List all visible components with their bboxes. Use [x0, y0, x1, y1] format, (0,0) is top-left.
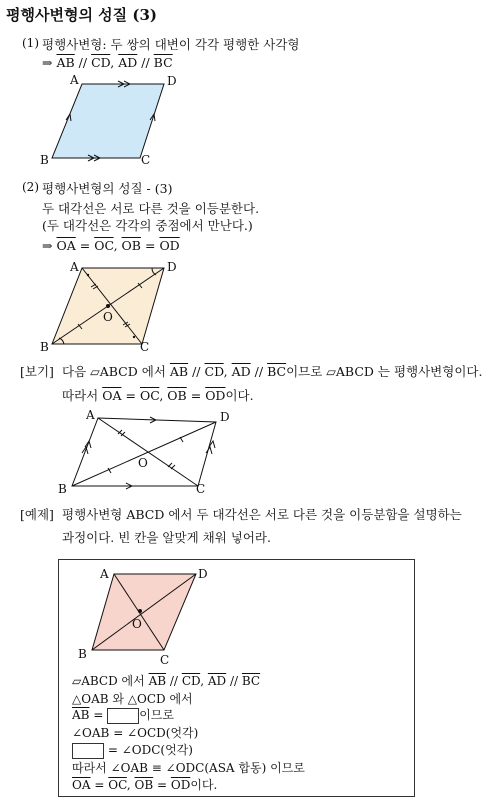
section-2-heading: 평행사변형의 성질 - (3) — [42, 181, 173, 196]
bogi-label: [보기] — [20, 364, 54, 379]
vertex-label-b: B — [40, 153, 49, 167]
section-1-number: (1) — [22, 36, 39, 50]
vertex-label-b: B — [58, 482, 67, 496]
section-1-formula: ⇒ $\overline{AB} // \overline{CD}$, $\overline{AD} // \overline{BC}$ — [42, 55, 173, 70]
parallelogram-shape — [52, 84, 164, 158]
section-1-definition: 평행사변형: 두 쌍의 대변이 각각 평행한 사각형 — [42, 37, 300, 52]
center-label-o: O — [103, 310, 113, 324]
proof-line-3: $\overline{AB}$ = 이므로 — [72, 708, 174, 722]
center-label-o: O — [138, 456, 148, 470]
parallel-double-arrow-mark — [82, 441, 91, 454]
figure-parallelogram-1 — [30, 72, 190, 172]
yeje-line-1: 평행사변형 ABCD 에서 두 대각선은 서로 다른 것을 이등분함을 설명하는 — [62, 507, 462, 522]
vertex-label-d: D — [198, 567, 208, 581]
vertex-label-d: D — [167, 260, 177, 274]
vertex-label-d: D — [167, 74, 177, 88]
vertex-label-d: D — [220, 410, 230, 424]
diagonal-bd — [72, 422, 216, 486]
vertex-label-b: B — [78, 647, 87, 661]
proof-line-4: ∠OAB = ∠OCD(엇각) — [72, 726, 199, 740]
proof-line-1: ▱ABCD 에서 $\overline{AB} // \overline{CD}$, $\overline{AD} // \overline{BC}$ — [72, 674, 261, 688]
section-2-number: (2) — [22, 180, 39, 194]
page-title: 평행사변형의 성질 (3) — [6, 6, 157, 24]
bogi-line-2: 따라서 $\overline{OA} = \overline{OC}$, $\overline{OB} = \overline{OD}$이다. — [62, 388, 254, 403]
vertex-label-a: A — [70, 73, 79, 87]
answer-blank-1[interactable] — [107, 708, 139, 724]
vertex-label-a: A — [100, 567, 109, 581]
proof-line-5: = ∠ODC(엇각) — [72, 741, 193, 759]
proof-line-6: 따라서 ∠OAB ≡ ∠ODC(ASA 합동) 이므로 — [72, 761, 305, 775]
section-2-formula: ⇒ $\overline{OA} = \overline{OC}$, $\overline{OB} = \overline{OD}$ — [42, 238, 180, 253]
angle-mark-dot — [87, 274, 89, 276]
vertex-label-c: C — [196, 482, 206, 496]
center-point-o — [106, 304, 110, 308]
section-2-line-1: 두 대각선은 서로 다른 것을 이등분한다. — [42, 201, 260, 216]
vertex-label-b: B — [40, 340, 49, 354]
bogi-line-1: 다음 ▱ABCD 에서 $\overline{AB} // \overline{CD}$, $\overline{AD} // \overline{BC}$이므로 ▱ABCD 는 평행사변형이다. — [62, 364, 483, 379]
proof-line-7: $\overline{OA} = \overline{OC}$, $\overline{OB} = \overline{OD}$이다. — [72, 778, 218, 792]
proof-line-2: △OAB 와 △OCD 에서 — [72, 692, 193, 706]
figure-parallelogram-3 — [50, 404, 250, 500]
angle-mark-dot — [133, 336, 135, 338]
section-2-line-2: (두 대각선은 각각의 중점에서 만난다.) — [42, 218, 253, 233]
figure-parallelogram-2 — [30, 258, 190, 356]
vertex-label-c: C — [141, 153, 151, 167]
center-point-o — [138, 609, 142, 613]
parallelogram-shape — [72, 418, 216, 486]
vertex-label-a: A — [70, 260, 79, 274]
answer-blank-2[interactable] — [72, 743, 104, 759]
center-label-o: O — [132, 617, 142, 631]
vertex-label-c: C — [160, 653, 170, 667]
figure-parallelogram-4 — [78, 562, 224, 668]
tick-mark — [168, 463, 175, 469]
vertex-label-a: A — [86, 408, 95, 422]
yeje-label: [예제] — [20, 507, 54, 522]
vertex-label-c: C — [140, 340, 150, 354]
yeje-line-2: 과정이다. 빈 칸을 알맞게 채워 넣어라. — [62, 530, 271, 545]
